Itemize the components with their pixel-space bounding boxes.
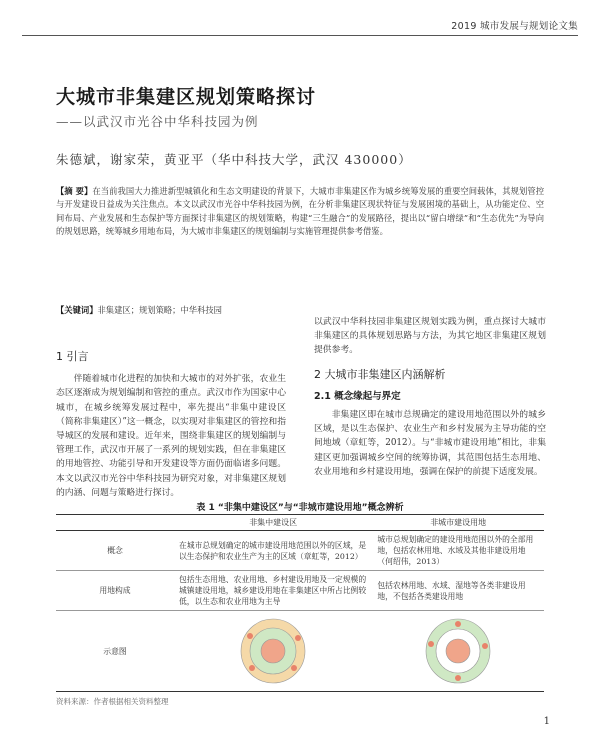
abstract-label: 【摘 要】	[56, 186, 93, 196]
table-cell: 在城市总规划确定的城市建设用地范围以外的区域，是以生态保护和农业生产为主的区域（章虹等，2012）	[174, 531, 372, 571]
running-header: 2019 城市发展与规划论文集	[451, 21, 578, 32]
table-row	[56, 531, 544, 571]
left-column	[56, 350, 286, 500]
row-label: 概念	[56, 531, 174, 571]
intro-heading: 1 引言	[56, 350, 89, 363]
paper-subtitle: ——以武汉市光谷中华科技园为例	[56, 114, 259, 129]
page-number: 1	[543, 716, 550, 727]
abstract-text: 在当前我国大力推进新型城镇化和生态文明建设的背景下，大城市非集建区作为城乡统筹发展的重要空间载体，其规划管控与开发建设日益成为关注焦点。本文以武汉市光谷中华科技园为例，在分析非集建区现状特征与发展困境的基础上，从功能定位、空间布局、产业发展和生态保护等方面探讨非集建区的规划策略，构建“三生融合”的发展路径，提出以“留白增绿”和“生态优先”为导向的规划思路，统筹城乡用地布局，为大城市非集建区的规划编制与实施管理提供参考借鉴。	[56, 186, 544, 237]
table-header-row	[56, 515, 544, 531]
table-row	[56, 571, 544, 611]
diagram-non-concentrated-area	[228, 616, 318, 686]
diagram-non-urban-land	[413, 616, 503, 686]
keywords-text: 非集建区；规划策略；中华科技园	[97, 305, 222, 315]
table-header-blank	[56, 515, 174, 531]
table-row	[56, 611, 544, 692]
abstract	[56, 185, 544, 239]
row-label: 示意图	[56, 611, 174, 692]
row-label: 用地构成	[56, 571, 174, 611]
diagram-cell-b	[372, 611, 544, 692]
section2-1-heading: 2.1 概念缘起与界定	[314, 390, 401, 402]
table-header-col-a: 非集中建设区	[174, 515, 372, 531]
header-rule	[22, 35, 578, 36]
author-line: 朱德斌，谢家荣，黄亚平（华中科技大学，武汉 430000）	[56, 152, 412, 167]
table-header-col-b: 非城市建设用地	[372, 515, 544, 531]
table-cell: 城市总规划确定的建设用地范围以外的全部用地，包括农林用地、水域及其他非建设用地（何绍伟，2013）	[372, 531, 544, 571]
table-source-note: 资料来源：作者根据相关资料整理	[56, 697, 169, 706]
concept-table	[56, 514, 544, 692]
diagram-cell-a	[174, 611, 372, 692]
table-cell: 包括生态用地、农业用地、乡村建设用地及一定规模的城镇建设用地，城乡建设用地在非集建区中所占比例较低，以生态和农业用地为主导	[174, 571, 372, 611]
table-cell: 包括农林用地、水域、湿地等各类非建设用地，不包括各类建设用地	[372, 571, 544, 611]
keywords-label: 【关键词】	[56, 305, 98, 315]
section2-heading: 2 大城市非集建区内涵解析	[314, 367, 446, 381]
paper-title: 大城市非集建区规划策略探讨	[56, 86, 317, 108]
intro-paragraph: 伴随着城市化进程的加快和大城市的对外扩张，农业生态区逐渐成为规划编制和管控的重点。武汉市作为国家中心城市，在城乡统筹发展过程中，率先提出“非集中建设区（简称非集建区）”这一概念，以实现对非集建区的管控和指导城区的发展和建设。近年来，围绕非集建区的规划编制与管理工作，武汉市开展了一系列的规划实践，但在非集建区的用地管控、功能引导和开发建设等方面仍面临诸多问题。本文以武汉市光谷中华科技园为研究对象，对非集建区规划的内涵、问题与策略进行探讨。	[56, 374, 286, 498]
right-paragraph: 以武汉中华科技园非集建区规划实践为例，重点探讨大城市非集建区的具体规划思路与方法，为其它地区非集建区规划提供参考。	[314, 317, 546, 356]
right-column	[314, 315, 546, 479]
section2-paragraph: 非集建区即在城市总规确定的建设用地范围以外的城乡区域，是以生态保护、农业生产和乡村发展为主导功能的空间地域（章虹等，2012）。与“非城市建设用地”相比，非集建区更加强调城乡空间的统筹协调，其范围包括生态用地、农业用地和乡村建设用地，强调在保护的前提下适度发展。	[314, 410, 546, 477]
table-caption: 表 1 “非集中建设区”与“非城市建设用地”概念辨析	[196, 503, 404, 513]
